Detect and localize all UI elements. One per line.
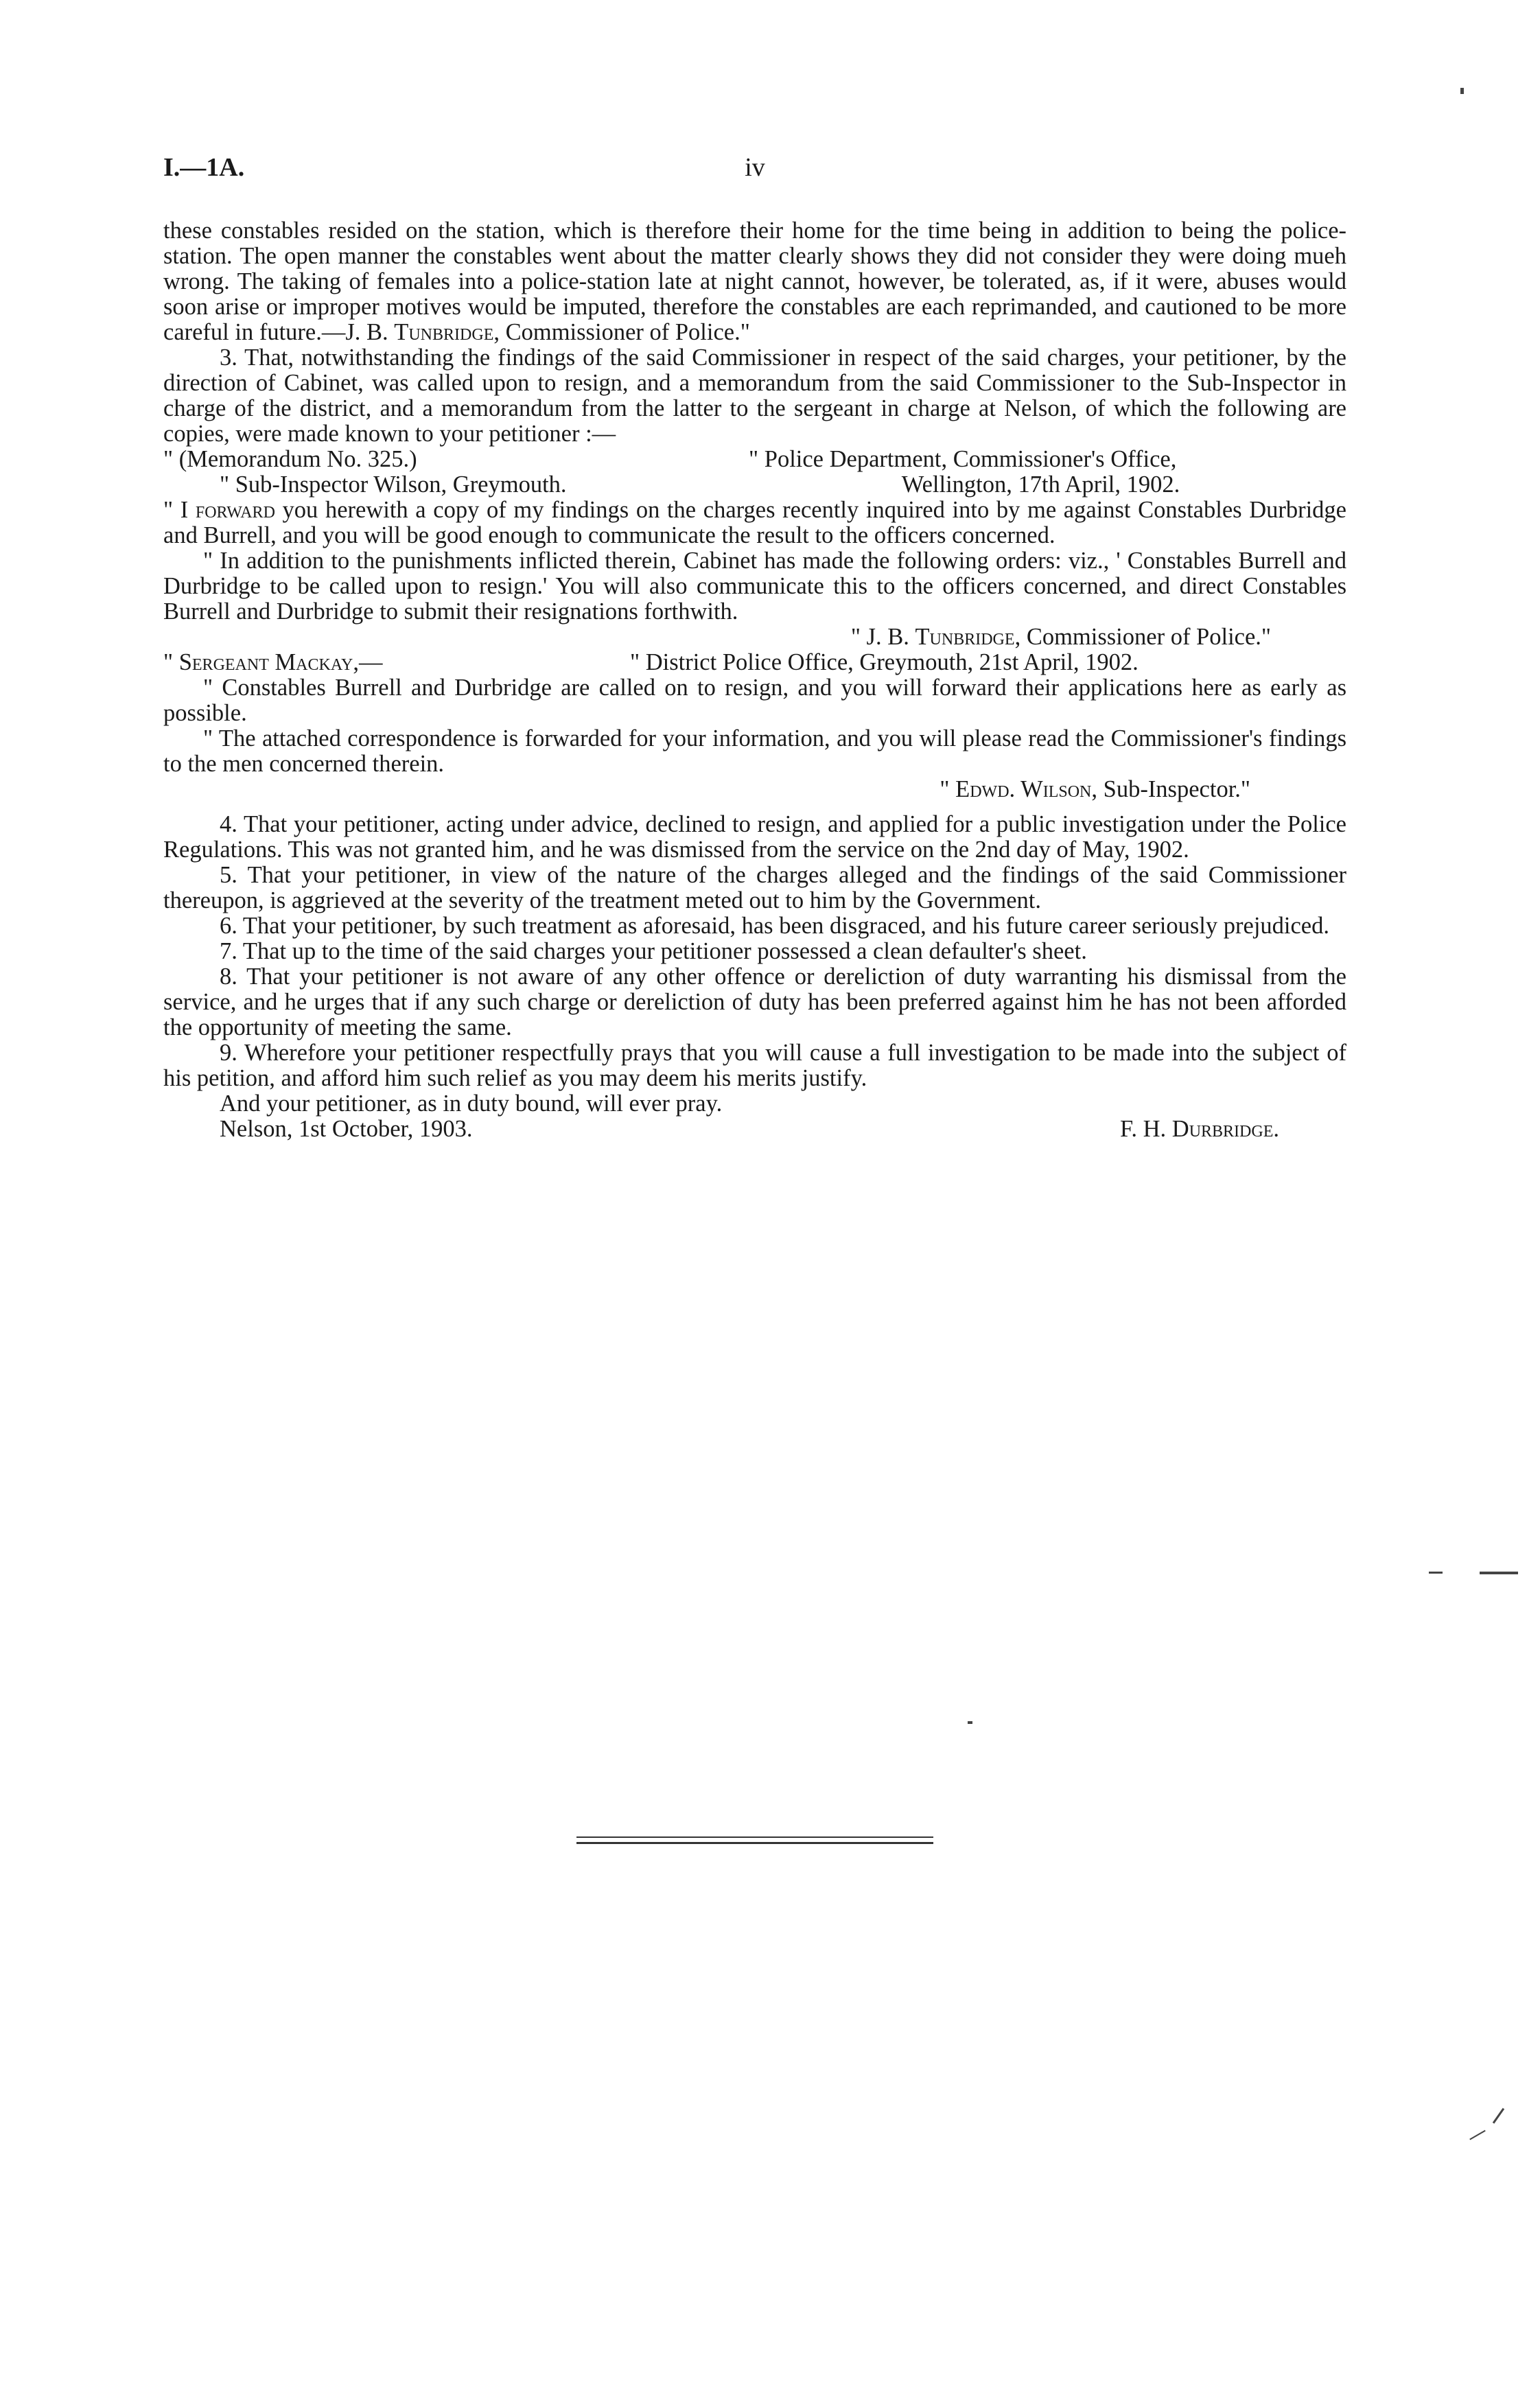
memo1-heading-line1 (163, 447, 1346, 472)
petitioner-signature: F. H. Durbridge. (1119, 1116, 1279, 1142)
continued-paragraph (163, 218, 1346, 345)
memo2-signature-name: Edwd. Wilson (955, 776, 1092, 802)
place-and-date: Nelson, 1st October, 1903. (220, 1116, 473, 1142)
memo2-paragraph-1: " Constables Burrell and Durbridge are called on to resign, and you will forward their applications here as early as possible. (163, 675, 1346, 726)
memo1-number: " (Memorandum No. 325.) (163, 446, 417, 472)
memo1-signature-name: Tunbridge (915, 624, 1015, 650)
memo1-heading-line2 (163, 472, 1346, 498)
memo1-signature (163, 625, 1346, 650)
memo2-heading (163, 650, 1346, 675)
end-rule-bottom (576, 1842, 933, 1844)
sign-off (163, 1117, 1346, 1142)
paragraph-3: 3. That, notwithstanding the findings of the said Commissioner in respect of the said charges, your petitioner, by the direction of Cabinet, was called upon to resign, and a memorandum from the said Commissioner to the Sub-Inspector in charge of the district, and a memorandum from the latter to the sergeant in charge at Nelson, of which the following are copies, were made known to your petitioner :— (163, 345, 1346, 447)
page-header (163, 152, 1346, 194)
memo1-date: Wellington, 17th April, 1902. (901, 471, 1180, 498)
closing-line: And your petitioner, as in duty bound, will ever pray. (220, 1090, 723, 1117)
document-body (163, 218, 1346, 1142)
page-number: iv (745, 153, 765, 182)
paragraph-8: 8. That your petitioner is not aware of any other offence or dereliction of duty warranting his dismissal from the service, and he urges that if any such charge or dereliction of duty has been preferred against him he has not been afforded the opportunity of meeting the same. (163, 964, 1346, 1040)
memo2-signature-title: , Sub-Inspector." (1091, 776, 1250, 802)
scan-mark (1480, 1572, 1518, 1574)
paragraph-5: 5. That your petitioner, in view of the nature of the charges alleged and the findings of the said Commissioner thereupon, is aggrieved at the severity of the treatment meted out to him by the Government. (163, 862, 1346, 913)
continued-paragraph-text: these constables resided on the station, which is therefore their home for the time being in addition to being the police-station. The open manner the constables went about the matter clearly shows they did not consider they were doing mueh wrong. The taking of females into a police-station late at night cannot, however, be tolerated, as, if it were, abuses would soon arise or improper motives would be imputed, therefore the constables are each reprimanded, and cautioned to be more careful in future.—J. B. (163, 218, 1346, 345)
memo1-office: " Police Department, Commissioner's Office, (749, 446, 1177, 472)
end-rule-top (576, 1836, 933, 1838)
memo1-paragraph-2: " In addition to the punishments inflicted therein, Cabinet has made the following orders: viz., ' Constables Burrell and Durbridge to be called upon to resign.' You will also communicate this to the officers concerned, and direct Constables Burrell and Durbridge to submit their resignations forthwith. (163, 548, 1346, 625)
scan-mark (1493, 2108, 1504, 2123)
scan-mark (1469, 2130, 1486, 2141)
document-reference: I.—1A. (163, 153, 245, 182)
paragraph-7: 7. That up to the time of the said charges your petitioner possessed a clean defaulter's sheet. (220, 938, 1087, 964)
paragraph-6: 6. That your petitioner, by such treatment as aforesaid, has been disgraced, and his future career seriously prejudiced. (220, 913, 1329, 939)
memo1-addressee: " Sub-Inspector Wilson, Greymouth. (220, 471, 567, 498)
scan-mark (1429, 1572, 1443, 1574)
memo2-signature (163, 777, 1346, 802)
memo1-signature-title: , Commissioner of Police." (1014, 624, 1271, 650)
paragraph-9: 9. Wherefore your petitioner respectfully prays that you will cause a full investigation to be made into the subject of his petition, and afford him such relief as you may deem his merits justify. (163, 1040, 1346, 1091)
scan-speck (968, 1721, 972, 1724)
commissioner-name: Tunbridge (394, 319, 494, 345)
memo2-paragraph-2: " The attached correspondence is forwarded for your information, and you will please read the Commissioner's findings to the men concerned therein. (163, 725, 1346, 777)
paragraph-4: 4. That your petitioner, acting under advice, declined to resign, and applied for a public investigation under the Police Regulations. This was not granted him, and he was dismissed from the service on the 2nd day of May, 1902. (163, 811, 1346, 863)
scan-speck (1460, 88, 1464, 94)
memo1-signature-initials: " J. B. (850, 624, 909, 650)
memo2-office: " District Police Office, Greymouth, 21st April, 1902. (630, 649, 1139, 675)
memo1-paragraph-1 (163, 498, 1346, 548)
memo2-signature-quote: " (940, 776, 950, 802)
memo1-paragraph-1-text: you herewith a copy of my findings on the charges recently inquired into by me against Constables Durbridge and Burrell, and you will be good enough to communicate the result to the officers concerned. (163, 497, 1346, 548)
memo1-lead-words: " I forward (163, 497, 275, 523)
commissioner-title: , Commissioner of Police." (493, 319, 750, 345)
memo2-salutation: " Sergeant Mackay,— (163, 649, 383, 675)
